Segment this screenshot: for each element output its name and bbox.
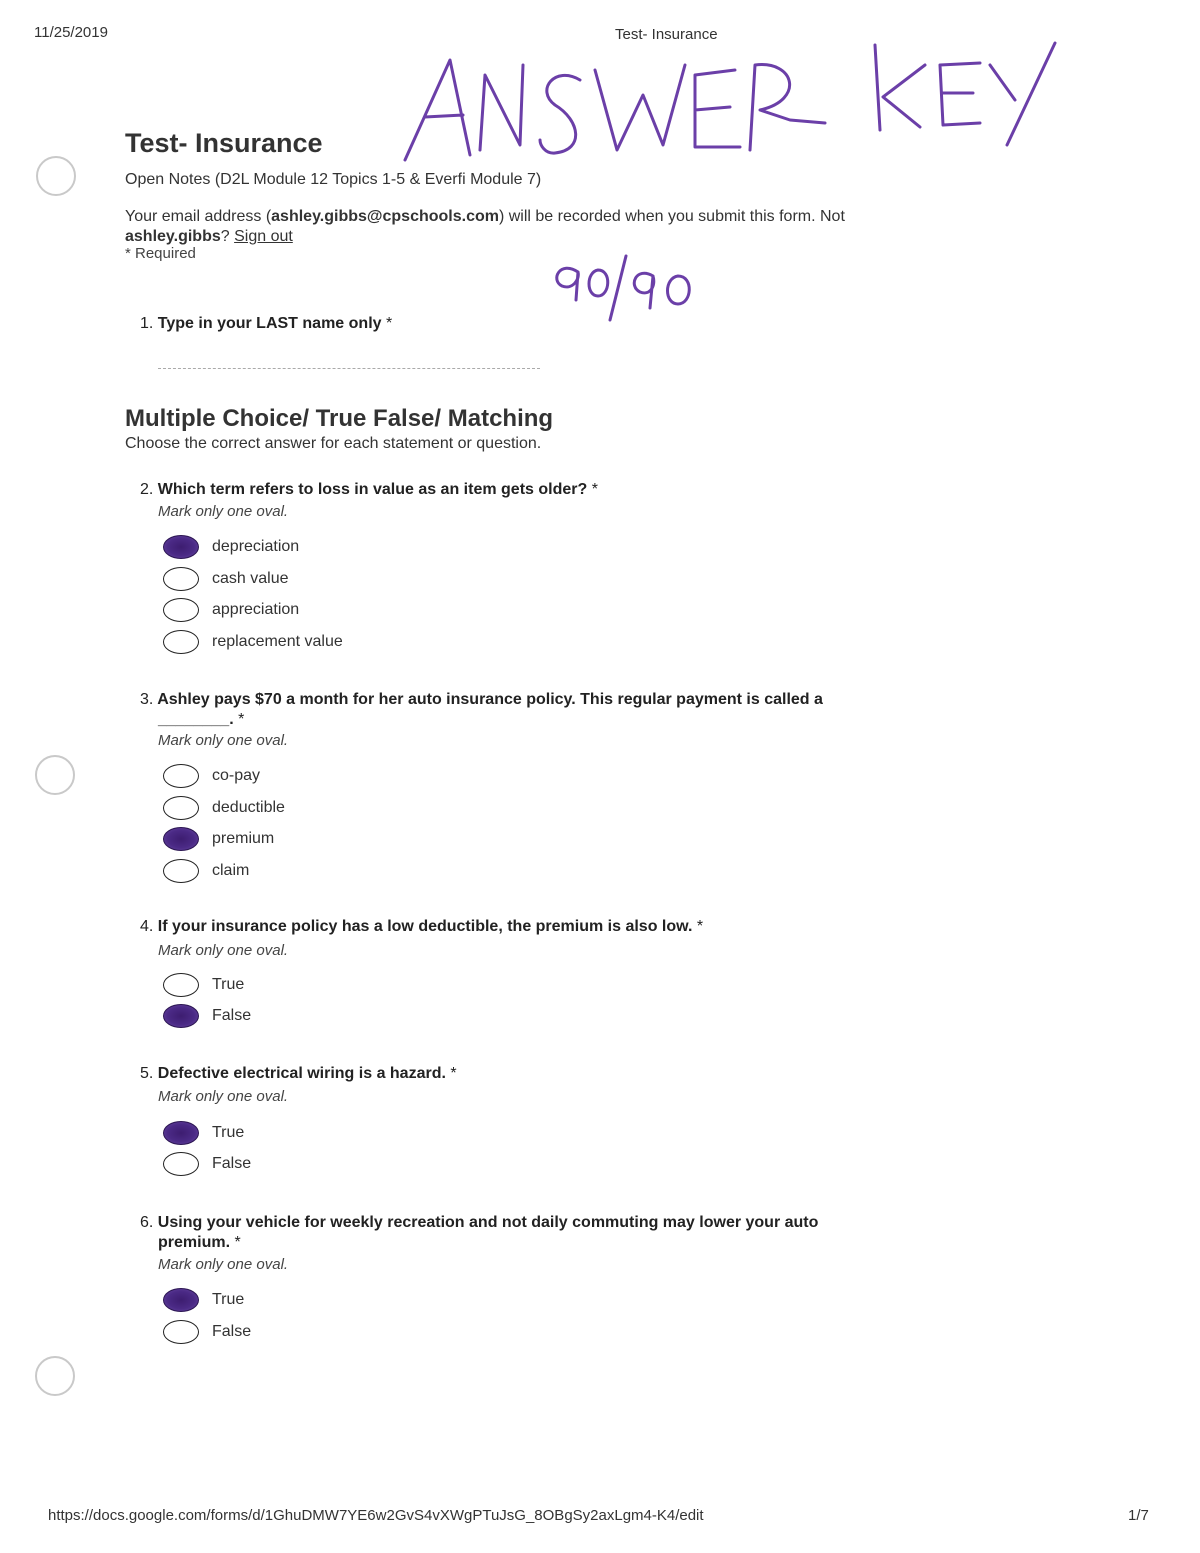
print-header-title: Test- Insurance (615, 26, 718, 43)
form-title: Test- Insurance (125, 128, 323, 158)
required-star: * (696, 918, 704, 935)
radio-oval[interactable] (163, 1004, 199, 1028)
email-address: ashley.gibbs@cpschools.com (271, 208, 499, 225)
q3-option-premium[interactable] (163, 826, 274, 852)
radio-oval[interactable] (163, 1121, 199, 1145)
option-label: depreciation (212, 538, 300, 555)
question-6-text: Using your vehicle for weekly recreation and not daily commuting may lower your auto (157, 1214, 819, 1231)
q3-option-deductible[interactable] (163, 795, 285, 821)
email-notice (125, 207, 905, 247)
question-1 (140, 314, 392, 334)
q3-option-claim[interactable] (163, 858, 249, 884)
print-footer-url: https://docs.google.com/forms/d/1GhuDMW7YE6w2GvS4vXWgPTuJsG_8OBgSy2axLgm4-K4/edit (48, 1507, 704, 1524)
question-2-hint: Mark only one oval. (158, 503, 289, 520)
option-label: True (212, 1291, 245, 1308)
q2-option-depreciation[interactable] (163, 534, 299, 560)
question-3-blank: ________. (158, 711, 234, 728)
question-1-text: Type in your LAST name only (157, 315, 382, 332)
question-3-text: Ashley pays $70 a month for her auto insurance policy. This regular payment is called a (157, 691, 823, 708)
required-star: * (385, 315, 393, 332)
account-user: ashley.gibbs (125, 228, 221, 245)
radio-oval[interactable] (163, 973, 199, 997)
sign-out-link[interactable]: Sign out (234, 228, 293, 245)
radio-oval[interactable] (163, 764, 199, 788)
q3-option-co-pay[interactable] (163, 763, 260, 789)
radio-oval[interactable] (163, 859, 199, 883)
required-star: * (238, 711, 245, 728)
binder-hole-middle (35, 755, 75, 795)
question-5 (140, 1064, 457, 1084)
option-label: co-pay (212, 767, 261, 784)
q5-option-true[interactable] (163, 1120, 244, 1146)
q2-option-appreciation[interactable] (163, 597, 299, 623)
q2-option-replacement-value[interactable] (163, 629, 343, 655)
option-label: True (212, 1124, 245, 1141)
q2-option-cash-value[interactable] (163, 566, 289, 592)
binder-hole-bottom (35, 1356, 75, 1396)
question-6-text-cont: premium. (158, 1234, 231, 1251)
print-page-number: 1/7 (1128, 1507, 1149, 1524)
email-notice-suffix: ) will be recorded when you submit this form. Not (498, 208, 845, 225)
question-4-text: If your insurance policy has a low deductible, the premium is also low. (157, 918, 693, 935)
question-1-number: 1. (140, 315, 154, 332)
question-6-number: 6. (140, 1214, 154, 1231)
section-title: Multiple Choice/ True False/ Matching (125, 405, 554, 432)
question-3-number: 3. (140, 691, 154, 708)
option-label: False (212, 1323, 252, 1340)
question-4-number: 4. (140, 918, 154, 935)
radio-oval[interactable] (163, 567, 199, 591)
radio-oval[interactable] (163, 630, 199, 654)
form-description: Open Notes (D2L Module 12 Topics 1-5 & Everfi Module 7) (125, 171, 542, 188)
question-5-number: 5. (140, 1065, 154, 1082)
radio-oval[interactable] (163, 1288, 199, 1312)
required-star: * (450, 1065, 457, 1082)
question-6 (140, 1213, 880, 1253)
question-4 (140, 917, 703, 937)
option-label: deductible (212, 799, 285, 816)
question-5-hint: Mark only one oval. (158, 1088, 289, 1105)
question-5-text: Defective electrical wiring is a hazard. (157, 1065, 446, 1082)
radio-oval[interactable] (163, 827, 199, 851)
option-label: premium (212, 830, 275, 847)
q6-option-true[interactable] (163, 1287, 244, 1313)
last-name-input[interactable] (158, 368, 540, 369)
print-date: 11/25/2019 (34, 24, 108, 41)
question-3-hint: Mark only one oval. (158, 732, 289, 749)
score-handwriting (548, 252, 703, 324)
section-description: Choose the correct answer for each statement or question. (125, 435, 542, 452)
option-label: False (212, 1155, 252, 1172)
question-4-hint: Mark only one oval. (158, 942, 289, 959)
radio-oval[interactable] (163, 796, 199, 820)
option-label: claim (212, 862, 250, 879)
radio-oval[interactable] (163, 535, 199, 559)
required-note: * Required (125, 245, 196, 262)
required-star: * (591, 481, 598, 498)
question-3 (140, 690, 880, 730)
required-star: * (234, 1234, 241, 1251)
q6-option-false[interactable] (163, 1319, 251, 1345)
radio-oval[interactable] (163, 1152, 199, 1176)
option-label: cash value (212, 570, 289, 587)
binder-hole-top (36, 156, 76, 196)
account-question-mark: ? (220, 228, 230, 245)
option-label: False (212, 1007, 252, 1024)
question-2 (140, 480, 598, 500)
answer-key-handwriting (395, 35, 1075, 165)
question-2-number: 2. (140, 481, 154, 498)
radio-oval[interactable] (163, 1320, 199, 1344)
option-label: replacement value (212, 633, 343, 650)
radio-oval[interactable] (163, 598, 199, 622)
question-6-hint: Mark only one oval. (158, 1256, 289, 1273)
question-2-text: Which term refers to loss in value as an item gets older? (157, 481, 588, 498)
q4-option-true[interactable] (163, 972, 244, 998)
option-label: True (212, 976, 245, 993)
email-notice-prefix: Your email address ( (125, 208, 272, 225)
option-label: appreciation (212, 601, 300, 618)
q5-option-false[interactable] (163, 1151, 251, 1177)
q4-option-false[interactable] (163, 1003, 251, 1029)
